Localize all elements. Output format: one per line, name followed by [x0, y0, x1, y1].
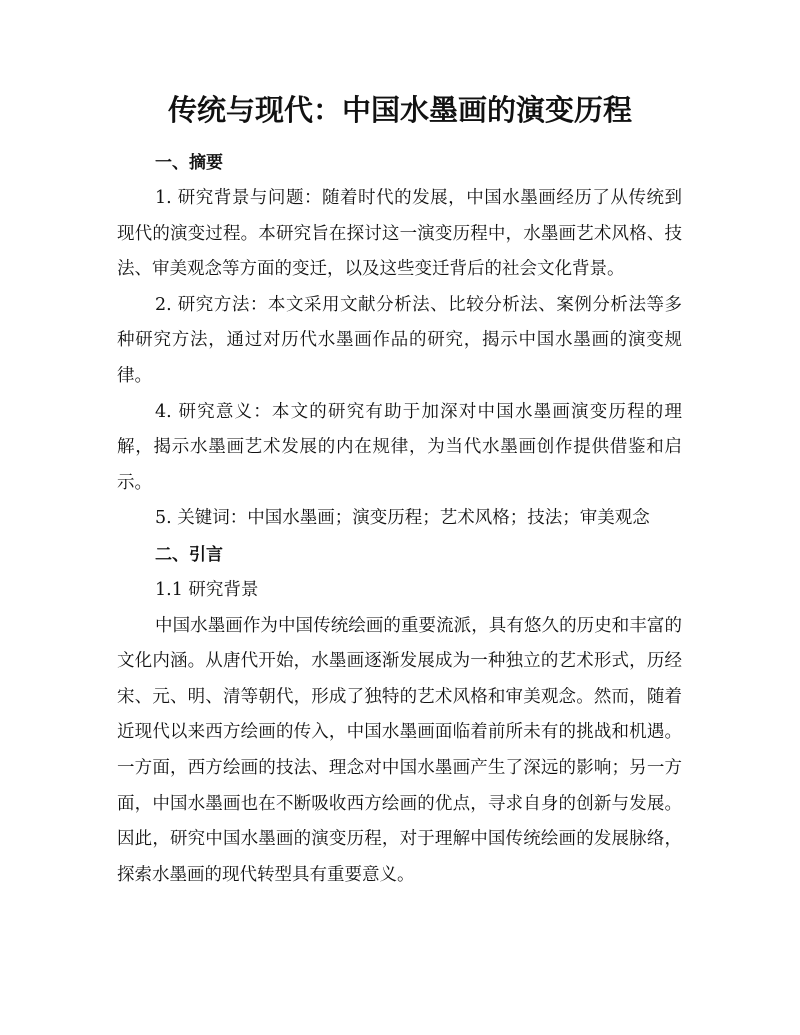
document-body — [117, 145, 682, 893]
abstract-heading: 一、摘要 — [155, 153, 223, 173]
abstract-keywords: 5. 关键词：中国水墨画；演变历程；艺术风格；技法；审美观念 — [155, 508, 650, 529]
introduction-heading: 二、引言 — [155, 544, 223, 565]
abstract-paragraph-4: 4. 研究意义：本文的研究有助于加深对中国水墨画演变历程的理解，揭示水墨画艺术发展的内在规律，为当代水墨画创作提供借鉴和启示。 — [117, 401, 682, 493]
abstract-paragraph-2: 2. 研究方法：本文采用文献分析法、比较分析法、案例分析法等多种研究方法，通过对历代水墨画作品的研究，揭示中国水墨画的演变规律。 — [117, 294, 682, 386]
subsection-heading: 1.1 研究背景 — [155, 579, 259, 600]
document-title: 传统与现代：中国水墨画的演变历程 — [167, 93, 632, 127]
abstract-paragraph-1: 1. 研究背景与问题：随着时代的发展，中国水墨画经历了从传统到现代的演变过程。本研究旨在探讨这一演变历程中，水墨画艺术风格、技法、审美观念等方面的变迁，以及这些变迁背后的社会文化背景。 — [117, 188, 682, 280]
introduction-paragraph: 中国水墨画作为中国传统绘画的重要流派，具有悠久的历史和丰富的文化内涵。从唐代开始，水墨画逐渐发展成为一种独立的艺术形式，历经宋、元、明、清等朝代，形成了独特的艺术风格和审美观念。然而，随着近现代以来西方绘画的传入，中国水墨画面临着前所未有的挑战和机遇。一方面，西方绘画的技法、理念对中国水墨画产生了深远的影响；另一方面，中国水墨画也在不断吸收西方绘画的优点，寻求自身的创新与发展。因此，研究中国水墨画的演变历程，对于理解中国传统绘画的发展脉络，探索水墨画的现代转型具有重要意义。 — [117, 615, 682, 885]
